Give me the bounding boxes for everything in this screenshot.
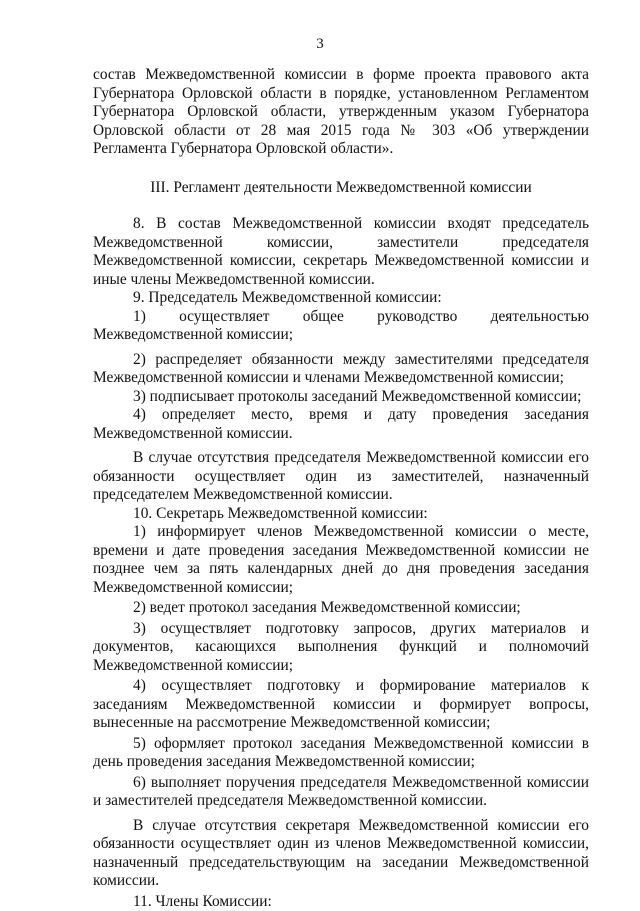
paragraph-10-title: 10. Секретарь Межведомственной комиссии: xyxy=(93,505,589,524)
paragraph-11-title: 11. Члены Комиссии: xyxy=(93,893,589,911)
list-item-10-3: 3) осуществляет подготовку запросов, других материалов и документов, касающихся выполнения функций и полномочий Межведомственной комиссии; xyxy=(93,620,589,676)
paragraph-9-title: 9. Председатель Межведомственной комиссии: xyxy=(93,289,589,308)
list-item-10-1: 1) информирует членов Межведомственной комиссии о месте, времени и дате проведения заседания Межведомственной комиссии не позднее чем за пять календарных дней до дня проведения заседания Межведомственной комиссии; xyxy=(93,523,589,597)
intro-paragraph: состав Межведомственной комиссии в форме проекта правового акта Губернатора Орловской области в порядке, установленном Регламентом Губернатора Орловской области, утвержденным указом Губернатора Орловской области от 28 мая 2015 года № 303 «Об утверждении Регламента Губернатора Орловской области». xyxy=(93,66,589,159)
paragraph-8: 8. В состав Межведомственной комиссии входят председатель Межведомственной комиссии, заместители председателя Межведомственной комиссии, секретарь Межведомственной комиссии и иные члены Межведомственной комиссии. xyxy=(93,215,589,289)
document-body xyxy=(93,66,589,911)
list-item-10-4: 4) осуществляет подготовку и формирование материалов к заседаниям Межведомственной комиссии и формирует вопросы, вынесенные на рассмотрение Межведомственной комиссии; xyxy=(93,677,589,733)
paragraph-9-absence: В случае отсутствия председателя Межведомственной комиссии его обязанности осуществляет один из заместителей, назначенный председателем Межведомственной комиссии. xyxy=(93,449,589,505)
section-heading: III. Регламент деятельности Межведомственной комиссии xyxy=(93,179,589,198)
list-item-9-4: 4) определяет место, время и дату проведения заседания Межведомственной комиссии. xyxy=(93,406,589,443)
list-item-10-2: 2) ведет протокол заседания Межведомственной комиссии; xyxy=(93,599,589,618)
list-item-10-6: 6) выполняет поручения председателя Межведомственной комиссии и заместителей председателя Межведомственной комиссии. xyxy=(93,774,589,811)
list-item-10-5: 5) оформляет протокол заседания Межведомственной комиссии в день проведения заседания Межведомственной комиссии; xyxy=(93,735,589,772)
page-number: 3 xyxy=(0,36,640,53)
list-item-9-1: 1) осуществляет общее руководство деятельностью Межведомственной комиссии; xyxy=(93,308,589,345)
paragraph-10-absence: В случае отсутствия секретаря Межведомственной комиссии его обязанности осуществляет один из членов Межведомственной комиссии, назначенный председательствующим на заседании Межведомственной комиссии. xyxy=(93,817,589,891)
list-item-9-3: 3) подписывает протоколы заседаний Межведомственной комиссии; xyxy=(93,388,589,407)
list-item-9-2: 2) распределяет обязанности между заместителями председателя Межведомственной комиссии и членами Межведомственной комиссии; xyxy=(93,351,589,388)
